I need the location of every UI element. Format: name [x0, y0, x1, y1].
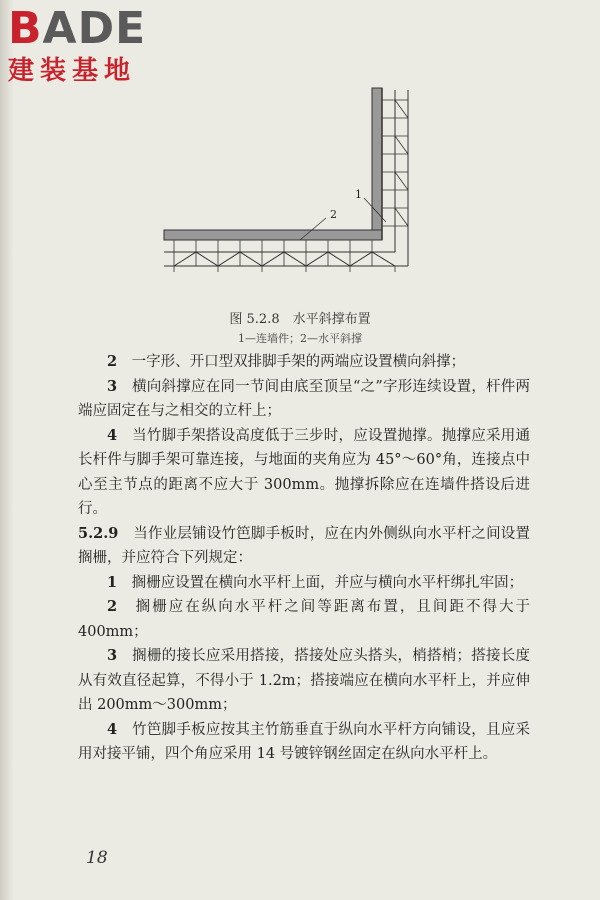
paragraph: 4 当竹脚手架搭设高度低于三步时，应设置抛撑。抛撑应采用通长杆件与脚手架可靠连接，与地面的夹角应为 45°～60°角，连接点中心至主节点的距离不应大于 300mm。抛撑拆除应在连墙件搭设后进行。 — [78, 426, 531, 517]
figure-label-1: 1 — [355, 188, 362, 201]
clause-heading: 5.2.9 当作业层铺设竹笆脚手板时，应在内外侧纵向水平杆之间设置搁栅，并应符合下列规定： — [78, 524, 531, 566]
body-text — [78, 350, 530, 767]
paragraph: 3 横向斜撑应在同一节间由底至顶呈“之”字形连续设置，杆件两端应固定在与之相交的立杆上； — [78, 377, 531, 419]
logo-mark: BADE — [8, 3, 147, 54]
paragraph: 3 搁栅的接长应采用搭接，搭接处应头搭头，梢搭梢；搭接长度从有效直径起算，不得小于 1.2m；搭接端应在横向水平杆上，并应伸出 200mm～300mm； — [78, 647, 531, 713]
page-edge — [0, 0, 14, 900]
figure-legend: 1—连墙件；2—水平斜撑 — [238, 332, 362, 345]
logo-subtitle: 建装基地 — [8, 56, 137, 86]
bade-logo — [8, 3, 178, 86]
paragraph: 1 搁栅应设置在横向水平杆上面，并应与横向水平杆绑扎牢固； — [107, 573, 524, 591]
paragraph: 2 搁栅应在纵向水平杆之间等距离布置，且间距不得大于 400mm； — [78, 598, 531, 640]
wall-horizontal — [164, 230, 382, 240]
figure-label-2: 2 — [330, 208, 337, 221]
paragraph: 4 竹笆脚手板应按其主竹筋垂直于纵向水平杆方向铺设，且应采用对接平铺，四个角应采用 14 号镀锌钢丝固定在纵向水平杆上。 — [78, 720, 531, 762]
bottom-scaffold-rungs — [174, 240, 372, 266]
figure-caption: 图 5.2.8 水平斜撑布置 — [229, 312, 371, 327]
horizontal-brace-zigzag — [174, 252, 395, 266]
page-number: 18 — [86, 848, 108, 868]
paragraph: 2 一字形、开口型双排脚手架的两端应设置横向斜撑； — [107, 353, 466, 370]
horizontal-brace-figure — [150, 80, 430, 300]
